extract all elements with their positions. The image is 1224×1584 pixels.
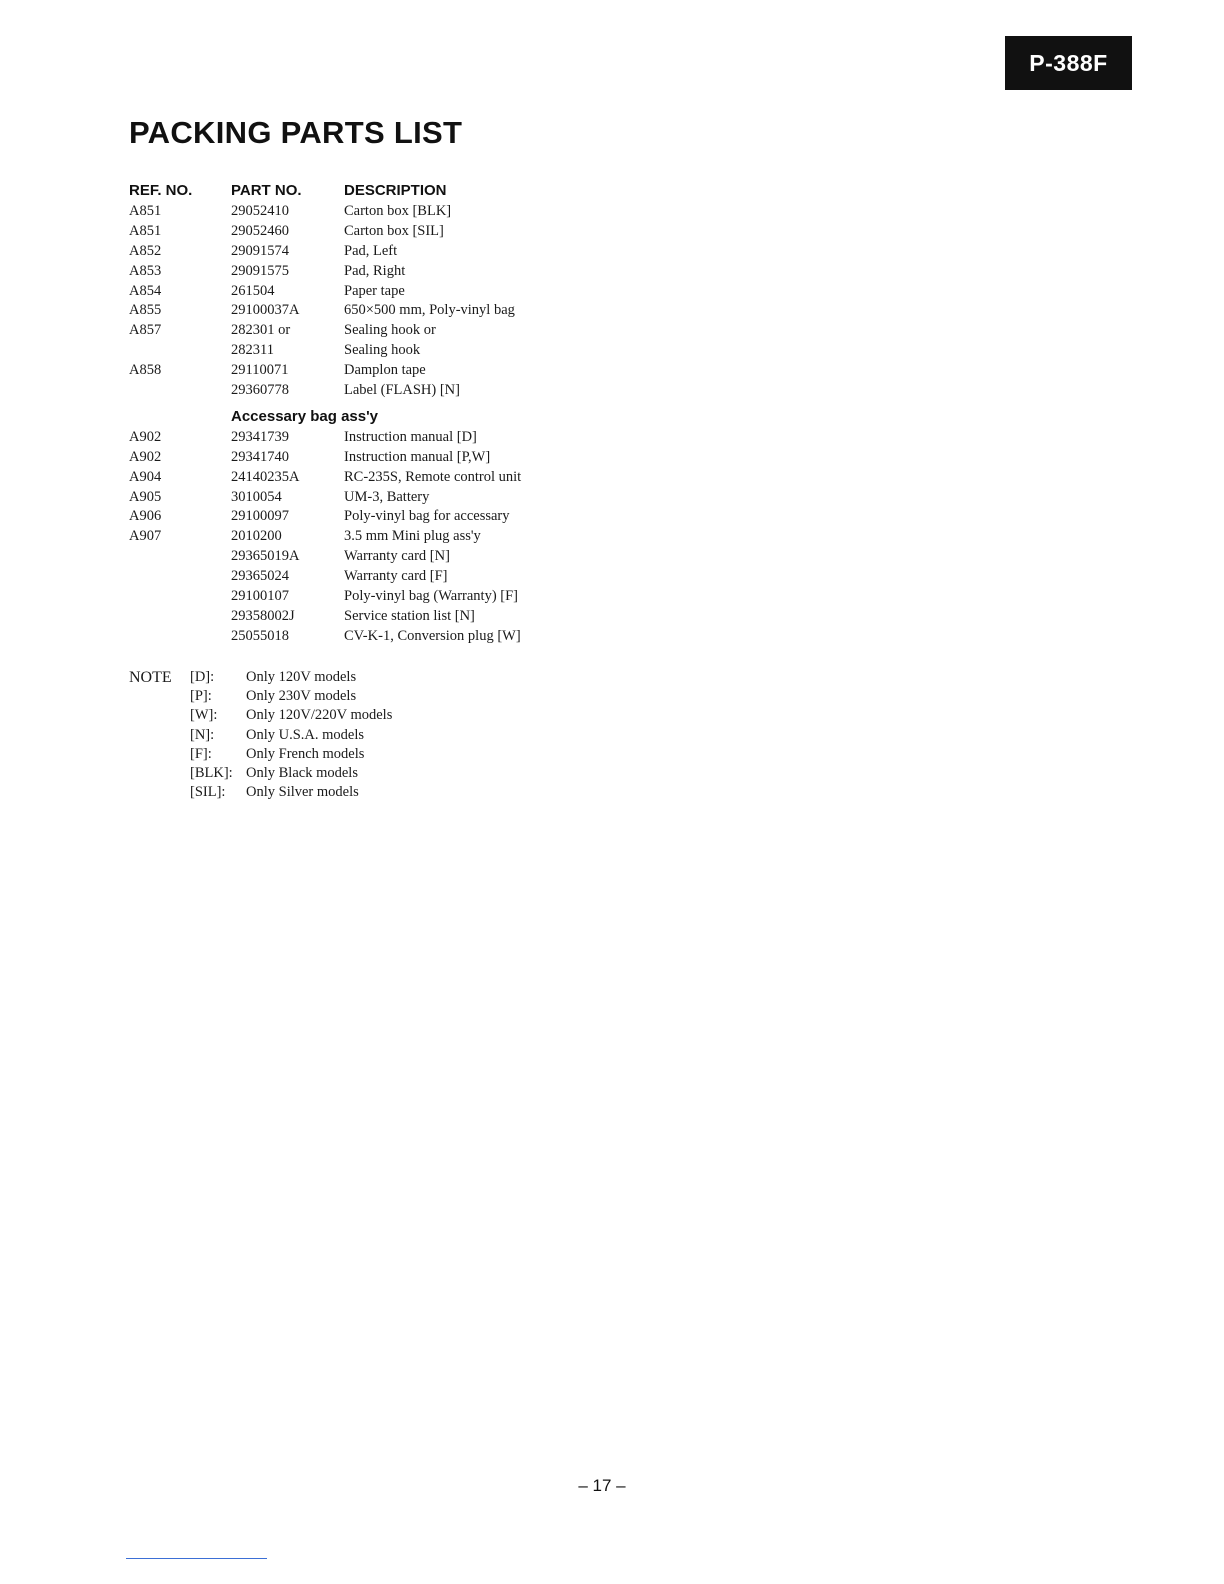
accessory-section-title: Accessary bag ass'y — [231, 407, 379, 425]
page-number: – 17 – — [578, 1476, 626, 1495]
ref-no-cell: A851 — [129, 222, 162, 239]
page-title: PACKING PARTS LIST — [129, 115, 463, 150]
note-text: Only 120V models — [246, 669, 357, 685]
table-row — [129, 202, 589, 222]
table-row — [129, 448, 589, 468]
note-code: [F]: — [190, 745, 212, 762]
description-cell: Warranty card [F] — [344, 568, 448, 585]
description-cell: UM-3, Battery — [344, 488, 430, 505]
description-cell: Sealing hook — [344, 342, 421, 359]
table-row — [129, 547, 589, 567]
ref-no-cell: A851 — [129, 203, 162, 219]
part-no-cell: 2010200 — [231, 528, 282, 545]
note-text: Only U.S.A. models — [246, 726, 365, 743]
ref-no-cell: A906 — [129, 508, 162, 525]
part-no-cell: 29365019A — [231, 548, 300, 565]
part-no-cell: 261504 — [231, 282, 275, 299]
table-row — [129, 341, 589, 361]
description-cell: Label (FLASH) [N] — [344, 382, 460, 399]
accessory-rows — [129, 428, 589, 647]
part-no-cell: 29358002J — [231, 607, 295, 624]
note-text: Only 120V/220V models — [246, 707, 393, 724]
table-row — [129, 527, 589, 547]
part-no-cell: 29100037A — [231, 302, 300, 319]
description-cell: Sealing hook or — [344, 322, 436, 339]
description-header: DESCRIPTION — [344, 182, 447, 199]
ref-no-cell: A857 — [129, 322, 162, 339]
note-code: [P]: — [190, 688, 212, 705]
ref-no-cell: A854 — [129, 282, 162, 299]
note-code: [SIL]: — [190, 784, 226, 801]
part-no-cell: 29091574 — [231, 242, 289, 259]
part-no-header: PART NO. — [231, 182, 302, 199]
description-cell: 3.5 mm Mini plug ass'y — [344, 528, 481, 545]
table-row — [129, 321, 589, 341]
table-row — [129, 381, 589, 401]
table-row — [129, 627, 589, 647]
note-item — [129, 745, 529, 764]
table-row — [129, 507, 589, 527]
ref-no-cell: A905 — [129, 488, 162, 505]
note-item — [129, 726, 529, 745]
description-cell: Carton box [SIL] — [344, 222, 444, 239]
note-label: NOTE — [129, 669, 172, 686]
note-code: [BLK]: — [190, 764, 233, 781]
note-item — [129, 764, 529, 783]
part-no-cell: 282301 or — [231, 322, 291, 339]
part-no-cell: 29360778 — [231, 382, 289, 399]
note-text: Only French models — [246, 745, 365, 762]
part-no-cell: 29100097 — [231, 508, 289, 525]
note-code: [N]: — [190, 726, 215, 743]
part-no-cell: 29110071 — [231, 362, 289, 379]
ref-no-cell: A858 — [129, 362, 162, 379]
notes-block — [129, 668, 529, 802]
note-item — [129, 687, 529, 706]
description-cell: Poly-vinyl bag (Warranty) [F] — [344, 588, 518, 605]
description-cell: Damplon tape — [344, 362, 426, 379]
part-no-cell: 29341739 — [231, 428, 289, 445]
model-badge: P-388F — [1005, 36, 1132, 90]
description-cell: Pad, Right — [344, 262, 406, 279]
part-no-cell: 24140235A — [231, 468, 300, 485]
part-no-cell: 282311 — [231, 342, 274, 359]
part-no-cell: 3010054 — [231, 488, 282, 505]
part-no-cell: 29052410 — [231, 203, 289, 219]
note-text: Only Silver models — [246, 784, 359, 801]
part-no-cell: 29052460 — [231, 222, 289, 239]
table-row — [129, 262, 589, 282]
accessory-section-title-row — [129, 401, 589, 428]
table-row — [129, 567, 589, 587]
description-cell: RC-235S, Remote control unit — [344, 468, 522, 485]
part-no-cell: 29365024 — [231, 568, 289, 585]
note-item — [129, 783, 529, 802]
ref-no-cell: A852 — [129, 242, 162, 259]
packing-parts-table — [129, 180, 589, 647]
part-no-cell: 25055018 — [231, 627, 289, 644]
note-text: Only 230V models — [246, 688, 357, 705]
note-item — [129, 668, 529, 687]
table-header — [129, 180, 589, 202]
ref-no-cell: A904 — [129, 468, 162, 485]
table-row — [129, 282, 589, 302]
description-cell: Warranty card [N] — [344, 548, 450, 565]
description-cell: Pad, Left — [344, 242, 398, 259]
note-text: Only Black models — [246, 764, 358, 781]
description-cell: Instruction manual [D] — [344, 428, 477, 445]
ref-no-cell: A855 — [129, 302, 162, 319]
ref-no-cell: A907 — [129, 528, 162, 545]
table-row — [129, 488, 589, 508]
table-row — [129, 587, 589, 607]
table-row — [129, 468, 589, 488]
bottom-rule — [126, 1558, 267, 1559]
table-row — [129, 361, 589, 381]
part-no-cell: 29091575 — [231, 262, 289, 279]
description-cell: 650×500 mm, Poly-vinyl bag — [344, 302, 515, 319]
note-code: [D]: — [190, 669, 215, 685]
ref-no-header: REF. NO. — [129, 182, 193, 199]
note-code: [W]: — [190, 707, 218, 724]
description-cell: Poly-vinyl bag for accessary — [344, 508, 510, 525]
part-no-cell: 29341740 — [231, 448, 289, 465]
ref-no-cell: A853 — [129, 262, 162, 279]
ref-no-cell: A902 — [129, 428, 162, 445]
packing-rows — [129, 202, 589, 401]
part-no-cell: 29100107 — [231, 588, 289, 605]
description-cell: CV-K-1, Conversion plug [W] — [344, 627, 521, 644]
note-item — [129, 706, 529, 725]
table-row — [129, 428, 589, 448]
table-row — [129, 242, 589, 262]
description-cell: Paper tape — [344, 282, 405, 299]
table-row — [129, 222, 589, 242]
description-cell: Service station list [N] — [344, 607, 475, 624]
description-cell: Carton box [BLK] — [344, 203, 452, 219]
table-row — [129, 607, 589, 627]
description-cell: Instruction manual [P,W] — [344, 448, 491, 465]
ref-no-cell: A902 — [129, 448, 162, 465]
table-row — [129, 301, 589, 321]
